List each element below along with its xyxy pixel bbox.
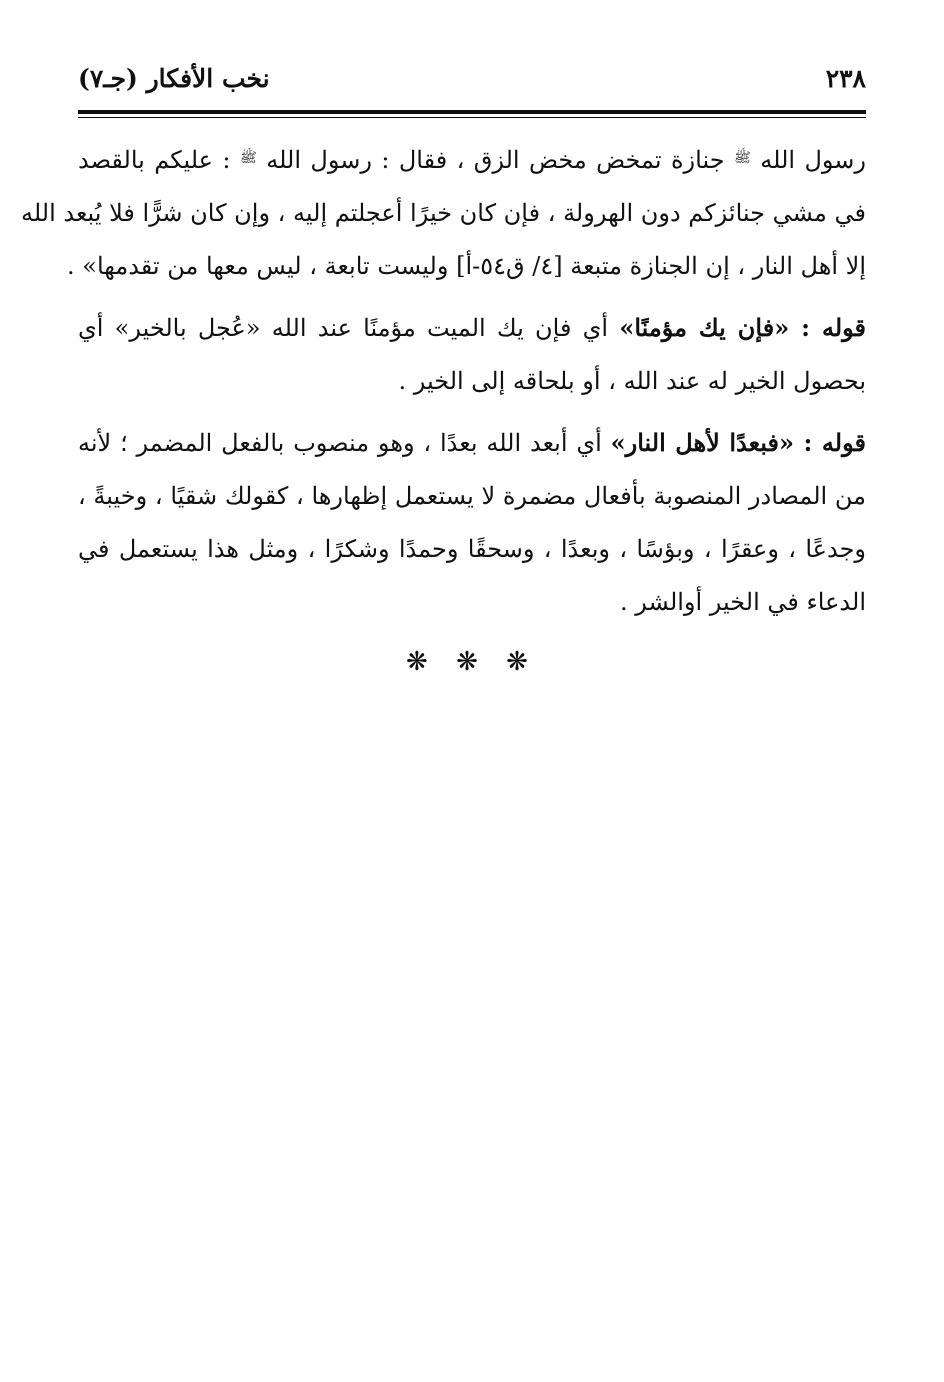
honorific-glyph: ﷺ bbox=[733, 150, 751, 166]
header-rule-thin bbox=[78, 117, 866, 118]
page-header bbox=[78, 64, 866, 106]
text-line: من المصادر المنصوبة بأفعال مضمرة لا يستعمل إظهارها ، كقولك شقيًا ، وخيبةً ، bbox=[78, 482, 866, 510]
text-line: الدعاء في الخير أوالشر . bbox=[620, 588, 866, 616]
paragraph bbox=[78, 416, 866, 629]
text-line: قوله : «فإن يك مؤمنًا» أي فإن يك الميت مؤمنًا عند الله «عُجل بالخير» أي bbox=[78, 313, 866, 342]
section-separator: ❋ ❋ ❋ bbox=[406, 647, 538, 677]
text-line: وجدعًا ، وعقرًا ، وبؤسًا ، وبعدًا ، وسحقًا وحمدًا وشكرًا ، ومثل هذا يستعمل في bbox=[78, 535, 867, 563]
book-page bbox=[20, 64, 867, 677]
lemma-quote: قوله : «فبعدًا لأهل النار» bbox=[610, 428, 866, 457]
page-number: ٢٣٨ bbox=[825, 64, 866, 93]
header-rule-thick bbox=[78, 110, 866, 114]
honorific-glyph: ﷺ bbox=[239, 150, 257, 166]
paragraph bbox=[78, 301, 866, 408]
lemma-quote: قوله : «فإن يك مؤمنًا» bbox=[619, 313, 866, 342]
text-line: رسول الله $^ﷺ$ جنازة تمخض مخض الزق ، فقال : رسول الله $^ﷺ$ : عليكم بالقصد bbox=[78, 146, 867, 174]
text-line: بحصول الخير له عند الله ، أو بلحاقه إلى الخير . bbox=[398, 367, 866, 395]
book-title: نخب الأفكار (جـ٧) bbox=[78, 64, 270, 93]
paragraph bbox=[20, 132, 867, 293]
text-line: قوله : «فبعدًا لأهل النار» أي أبعد الله بعدًا ، وهو منصوب بالفعل المضمر ؛ لأنه bbox=[78, 428, 866, 457]
text-line: إلا أهل النار ، إن الجنازة متبعة [٤/ ق٥٤-أ] وليست تابعة ، ليس معها من تقدمها» . bbox=[67, 252, 866, 280]
body-text bbox=[20, 132, 867, 629]
text-line: في مشي جنائزكم دون الهرولة ، فإن كان خيرًا أعجلتم إليه ، وإن كان شرًّا فلا يُبعد الله bbox=[20, 199, 866, 227]
